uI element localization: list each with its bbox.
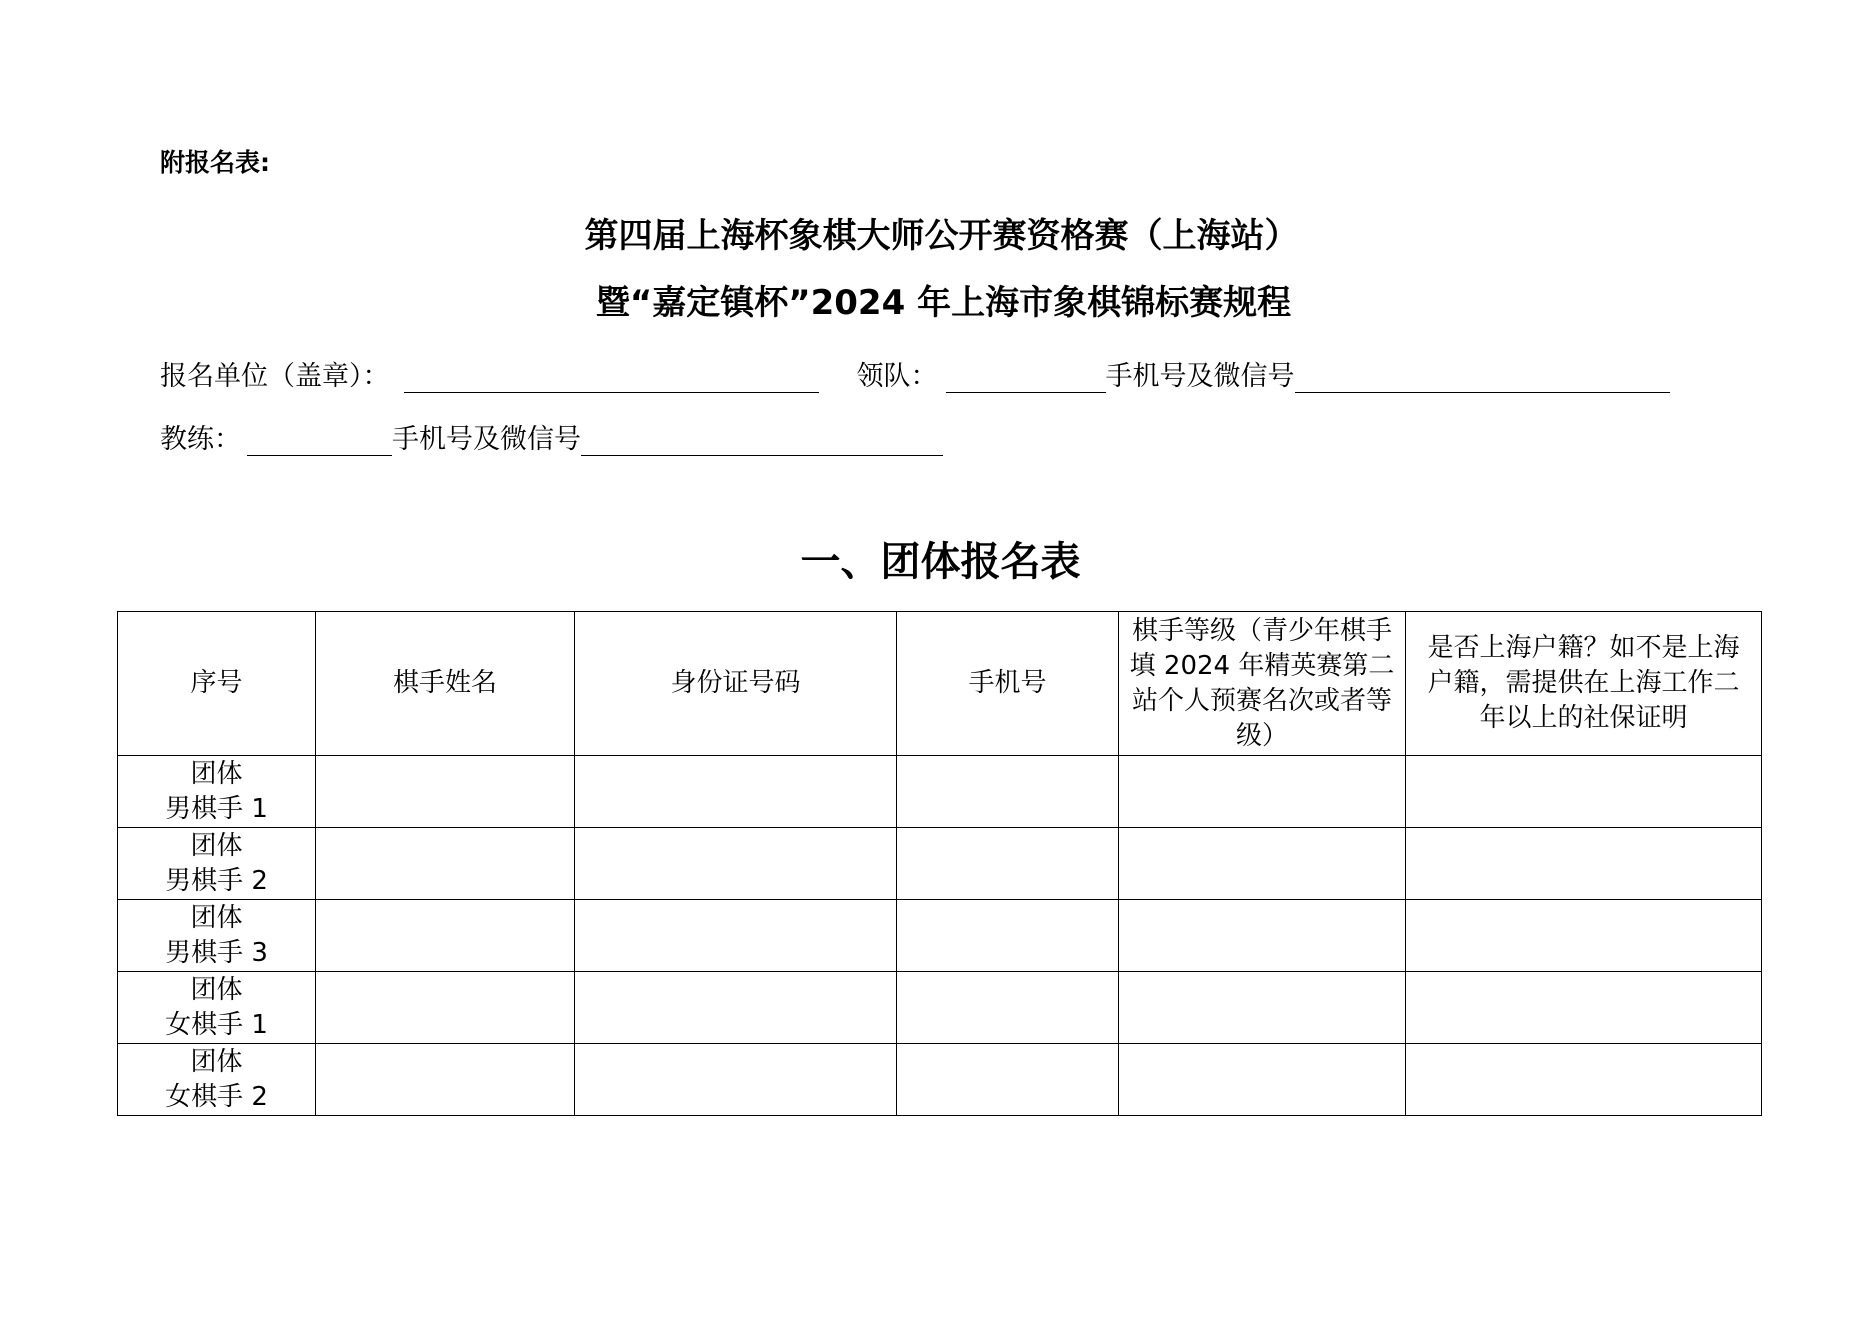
leader-field[interactable]	[946, 362, 1106, 393]
row-label	[118, 756, 316, 828]
row-label-line1: 团体	[190, 974, 243, 1005]
column-header-player-level: 棋手等级（青少年棋手填 2024 年精英赛第二站个人预赛名次或者等级）	[1119, 612, 1406, 756]
id-number-cell[interactable]	[575, 972, 897, 1044]
document-title-line1: 第四届上海杯象棋大师公开赛资格赛（上海站）	[584, 216, 1299, 256]
player-name-cell[interactable]	[316, 828, 575, 900]
player-level-cell[interactable]	[1119, 1044, 1406, 1116]
column-header-number: 序号	[118, 612, 316, 756]
phone-cell[interactable]	[897, 972, 1119, 1044]
id-number-cell[interactable]	[575, 828, 897, 900]
id-number-cell[interactable]	[575, 1044, 897, 1116]
row-label	[118, 1044, 316, 1116]
table-row	[118, 1044, 1762, 1116]
table-header-row	[118, 612, 1762, 756]
row-label-line2: 女棋手 1	[165, 1009, 268, 1040]
residency-cell[interactable]	[1406, 972, 1762, 1044]
player-name-cell[interactable]	[316, 756, 575, 828]
player-level-cell[interactable]	[1119, 756, 1406, 828]
table-row	[118, 828, 1762, 900]
residency-cell[interactable]	[1406, 828, 1762, 900]
row-label-line2: 男棋手 1	[165, 793, 268, 824]
player-level-cell[interactable]	[1119, 972, 1406, 1044]
row-label	[118, 972, 316, 1044]
phone-cell[interactable]	[897, 900, 1119, 972]
residency-cell[interactable]	[1406, 900, 1762, 972]
player-name-cell[interactable]	[316, 972, 575, 1044]
phone-cell[interactable]	[897, 756, 1119, 828]
row-label	[118, 900, 316, 972]
column-header-shanghai-residency: 是否上海户籍？如不是上海户籍，需提供在上海工作二年以上的社保证明	[1406, 612, 1762, 756]
phone-cell[interactable]	[897, 828, 1119, 900]
row-label-line1: 团体	[190, 902, 243, 933]
team-registration-table	[117, 611, 1762, 1116]
row-label	[118, 828, 316, 900]
row-label-line1: 团体	[190, 758, 243, 789]
row-label-line2: 男棋手 3	[165, 937, 268, 968]
section-title: 一、团体报名表	[800, 539, 1081, 585]
leader-phone-label: 手机号及微信号	[1105, 361, 1295, 392]
table-row	[118, 900, 1762, 972]
residency-cell[interactable]	[1406, 1044, 1762, 1116]
document-title-line2: 暨“嘉定镇杯”2024 年上海市象棋锦标赛规程	[595, 283, 1292, 323]
unit-label: 报名单位（盖章）：	[160, 361, 390, 392]
row-label-line1: 团体	[190, 830, 243, 861]
player-name-cell[interactable]	[316, 1044, 575, 1116]
coach-line	[160, 417, 943, 456]
row-label-line1: 团体	[190, 1046, 243, 1077]
unit-field[interactable]	[404, 362, 819, 393]
player-level-cell[interactable]	[1119, 828, 1406, 900]
leader-label: 领队：	[856, 361, 938, 392]
column-header-id-number: 身份证号码	[575, 612, 897, 756]
row-label-line2: 男棋手 2	[165, 865, 268, 896]
coach-phone-field[interactable]	[581, 425, 943, 456]
id-number-cell[interactable]	[575, 756, 897, 828]
table-row	[118, 756, 1762, 828]
leader-phone-field[interactable]	[1295, 362, 1670, 393]
player-level-cell[interactable]	[1119, 900, 1406, 972]
coach-phone-label: 手机号及微信号	[392, 424, 581, 455]
column-header-phone: 手机号	[897, 612, 1119, 756]
unit-leader-line	[160, 354, 1670, 393]
id-number-cell[interactable]	[575, 900, 897, 972]
row-label-line2: 女棋手 2	[165, 1081, 268, 1112]
residency-cell[interactable]	[1406, 756, 1762, 828]
coach-field[interactable]	[247, 425, 392, 456]
table-row	[118, 972, 1762, 1044]
attachment-label: 附报名表:	[160, 148, 270, 177]
column-header-player-name: 棋手姓名	[316, 612, 575, 756]
player-name-cell[interactable]	[316, 900, 575, 972]
phone-cell[interactable]	[897, 1044, 1119, 1116]
coach-label: 教练：	[160, 424, 241, 455]
